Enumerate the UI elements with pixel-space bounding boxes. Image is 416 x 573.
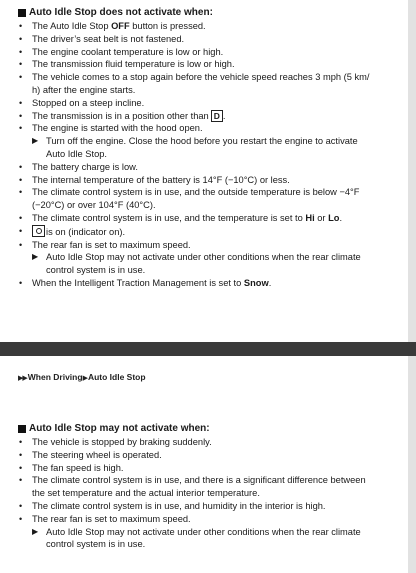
- list-item: • The climate control system is in use, and the outside temperature is below −4°F (−20°C) or over 104°F (40°C).: [19, 187, 360, 211]
- list-item: • The steering wheel is operated.: [19, 449, 162, 460]
- double-arrow-icon: ▶▶: [18, 375, 27, 382]
- list-item: • The engine is started with the hood open.: [19, 123, 203, 134]
- list-item: • The climate control system is in use, and humidity in the interior is high.: [19, 500, 326, 511]
- sub-note: ▶ Auto Idle Stop may not activate under other conditions when the rear climate control system is in use.: [32, 526, 361, 550]
- list-item: • The rear fan is set to maximum speed.: [19, 239, 191, 250]
- indicator-icon: [32, 225, 45, 237]
- gear-d-indicator: D: [211, 110, 223, 122]
- heading-square-icon: [18, 425, 26, 433]
- page-edge-bar: [408, 0, 416, 573]
- list-item: • When the Intelligent Traction Management is set to Snow.: [19, 277, 272, 288]
- triangle-arrow-icon: ▶: [32, 252, 39, 262]
- breadcrumb: ▶▶When Driving▶Auto Idle Stop: [18, 372, 146, 382]
- section-heading: Auto Idle Stop does not activate when:: [18, 6, 408, 19]
- list-item: • The Auto Idle Stop OFF button is pressed.: [19, 21, 206, 31]
- list-item: • The climate control system is in use, and there is a significant difference between the set temperature and the actual interior temperature.: [19, 475, 366, 499]
- list-item: • The fan speed is high.: [19, 462, 124, 473]
- list-item: • The engine coolant temperature is low or high.: [19, 46, 224, 57]
- page-divider: [0, 342, 416, 356]
- list-item: • Stopped on a steep incline.: [19, 97, 145, 108]
- list-item: • The transmission fluid temperature is low or high.: [19, 59, 235, 70]
- list-item: • The climate control system is in use, and the temperature is set to Hi or Lo.: [19, 212, 343, 223]
- list-item: • The vehicle is stopped by braking suddenly.: [19, 437, 212, 447]
- heading-square-icon: [18, 9, 26, 17]
- list-item: • The driver’s seat belt is not fastened.: [19, 33, 185, 44]
- section-heading: Auto Idle Stop may not activate when:: [18, 422, 408, 435]
- list-item: • The rear fan is set to maximum speed.: [19, 513, 191, 524]
- arrow-icon: ▶: [82, 375, 87, 382]
- triangle-arrow-icon: ▶: [32, 526, 39, 536]
- does-not-activate-section: [18, 6, 408, 290]
- manual-page-bottom: [0, 356, 408, 573]
- list-item: • The battery charge is low.: [19, 161, 138, 172]
- list-item: • The transmission is in a position other than D .: [19, 110, 226, 121]
- triangle-arrow-icon: ▶: [32, 136, 39, 146]
- list-item: • is on (indicator on).: [19, 225, 126, 237]
- may-not-activate-section: [18, 422, 408, 551]
- list-item: • The internal temperature of the battery is 14°F (−10°C) or less.: [19, 174, 290, 185]
- list-item: • The vehicle comes to a stop again before the vehicle speed reaches 3 mph (5 km/ h) after the engine starts.: [19, 72, 370, 95]
- sub-note: ▶ Turn off the engine. Close the hood before you restart the engine to activate Auto Idle Stop.: [32, 136, 358, 159]
- sub-note: ▶ Auto Idle Stop may not activate under other conditions when the rear climate control system is in use.: [32, 252, 361, 276]
